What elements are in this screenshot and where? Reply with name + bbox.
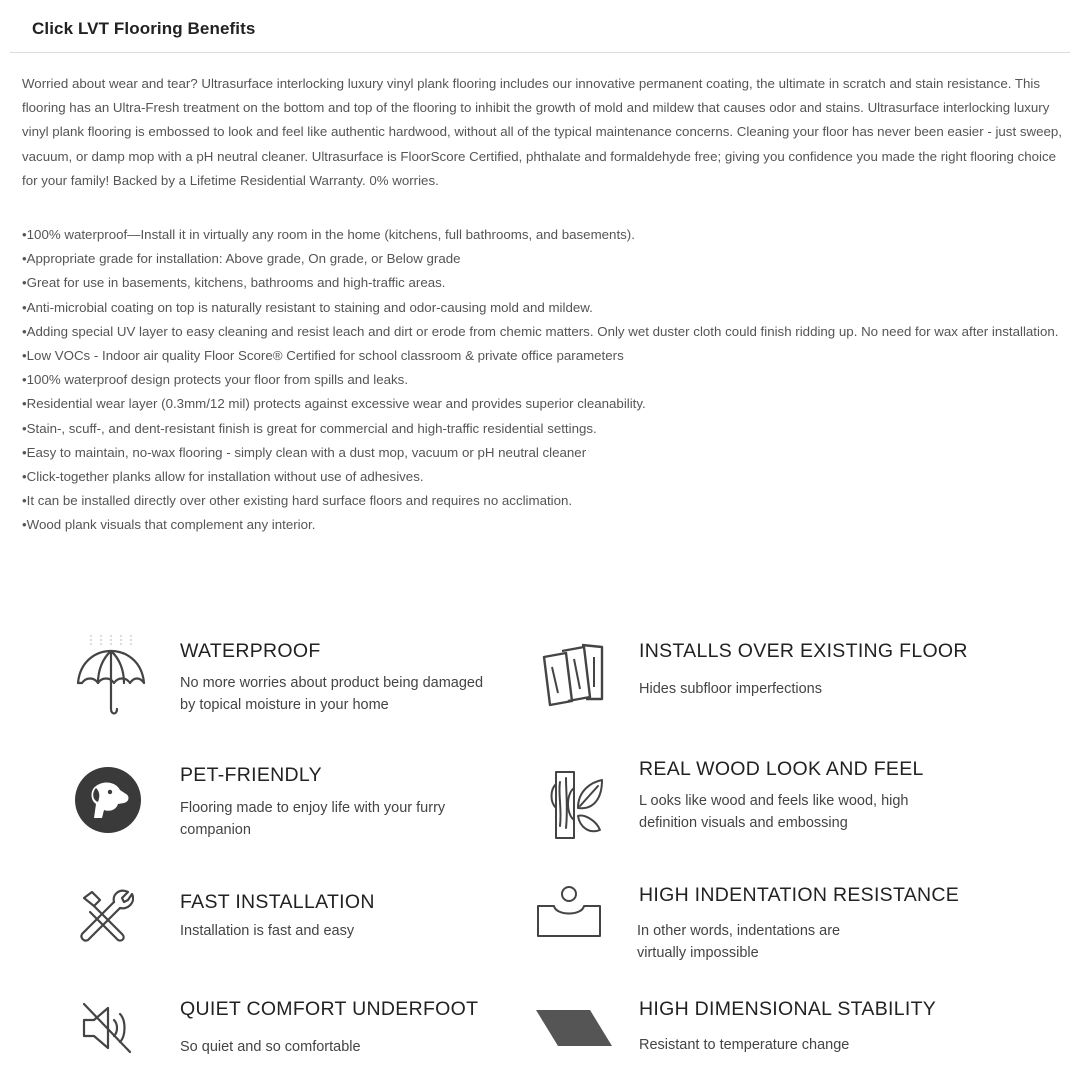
muted-speaker-icon — [80, 1000, 136, 1056]
benefit-item: •Anti-microbial coating on top is naturally resistant to staining and odor-causing mold and mildew. — [22, 299, 593, 315]
feature-description: So quiet and so comfortable — [180, 1039, 361, 1055]
benefit-item: •100% waterproof design protects your floor from spills and leaks. — [22, 372, 409, 388]
feature-description: No more worries about product being damaged by topical moisture in your home — [180, 675, 484, 713]
page-title: Click LVT Flooring Benefits — [32, 19, 256, 38]
wood-leaf-icon — [548, 768, 604, 840]
feature-title: HIGH DIMENSIONAL STABILITY — [639, 998, 937, 1020]
parallelogram-icon — [534, 1008, 614, 1048]
benefit-item: •Adding special UV layer to easy cleaning and resist leach and dirt or erode from chemic matters. Only wet duster cloth could finish ridding up. No need for wax after installation. — [22, 323, 1059, 339]
planks-icon — [538, 643, 608, 709]
feature-description: L ooks like wood and feels like wood, high definition visuals and embossing — [639, 793, 909, 831]
feature-description: Hides subfloor imperfections — [639, 681, 822, 697]
feature-description: Flooring made to enjoy life with your furry companion — [180, 800, 446, 838]
tools-icon — [78, 888, 134, 944]
feature-title: QUIET COMFORT UNDERFOOT — [180, 998, 479, 1020]
benefit-item: •Great for use in basements, kitchens, bathrooms and high-traffic areas. — [22, 275, 446, 291]
benefit-item: •Stain-, scuff-, and dent-resistant finish is great for commercial and high-traffic residential settings. — [22, 420, 597, 436]
benefit-item: •100% waterproof—Install it in virtually any room in the home (kitchens, full bathrooms, and basements). — [22, 227, 635, 242]
benefit-item: •Residential wear layer (0.3mm/12 mil) protects against excessive wear and provides superior cleanability. — [22, 396, 646, 412]
benefit-item: •Easy to maintain, no-wax flooring - simply clean with a dust mop, vacuum or pH neutral cleaner — [22, 444, 587, 460]
page-header — [10, 0, 1070, 53]
umbrella-icon — [74, 633, 148, 717]
feature-title: PET-FRIENDLY — [180, 764, 322, 786]
benefit-item: •It can be installed directly over other existing hard surface floors and requires no acclimation. — [22, 493, 573, 509]
feature-title: WATERPROOF — [180, 640, 321, 662]
indentation-icon — [536, 882, 602, 940]
benefit-list — [22, 223, 1062, 538]
benefit-item: •Appropriate grade for installation: Above grade, On grade, or Below grade — [22, 251, 461, 267]
feature-description: Resistant to temperature change — [639, 1037, 850, 1053]
feature-title: INSTALLS OVER EXISTING FLOOR — [639, 640, 968, 662]
feature-title: HIGH INDENTATION RESISTANCE — [639, 884, 960, 906]
feature-title: FAST INSTALLATION — [180, 891, 375, 913]
benefit-item: •Click-together planks allow for installation without use of adhesives. — [22, 469, 424, 485]
feature-description: Installation is fast and easy — [180, 923, 355, 939]
benefit-item: •Wood plank visuals that complement any interior. — [22, 517, 316, 533]
dog-icon — [74, 766, 142, 834]
benefit-item: •Low VOCs - Indoor air quality Floor Score® Certified for school classroom & private office parameters — [22, 348, 624, 364]
intro-paragraph: Worried about wear and tear? Ultrasurface interlocking luxury vinyl plank flooring includes our innovative permanent coating, the ultimate in scratch and stain resistance. This flooring has an Ultra-Fresh treatment on the bottom and top of the flooring to inhibit the growth of mold and mildew that causes odor and stains. Ultrasurface interlocking luxury vinyl plank flooring is embossed to look and feel like authentic hardwood, without all of the typical maintenance concerns. Cleaning your floor has never been easier - just sweep, vacuum, or damp mop with a pH neutral cleaner. Ultrasurface is FloorScore Certified, phthalate and formaldehyde free; giving you confidence you made the right flooring choice for your family! Backed by a Lifetime Residential Warranty. 0% worries. — [22, 76, 1062, 188]
feature-description: In other words, indentations are virtually impossible — [637, 923, 841, 961]
feature-title: REAL WOOD LOOK AND FEEL — [639, 758, 924, 780]
